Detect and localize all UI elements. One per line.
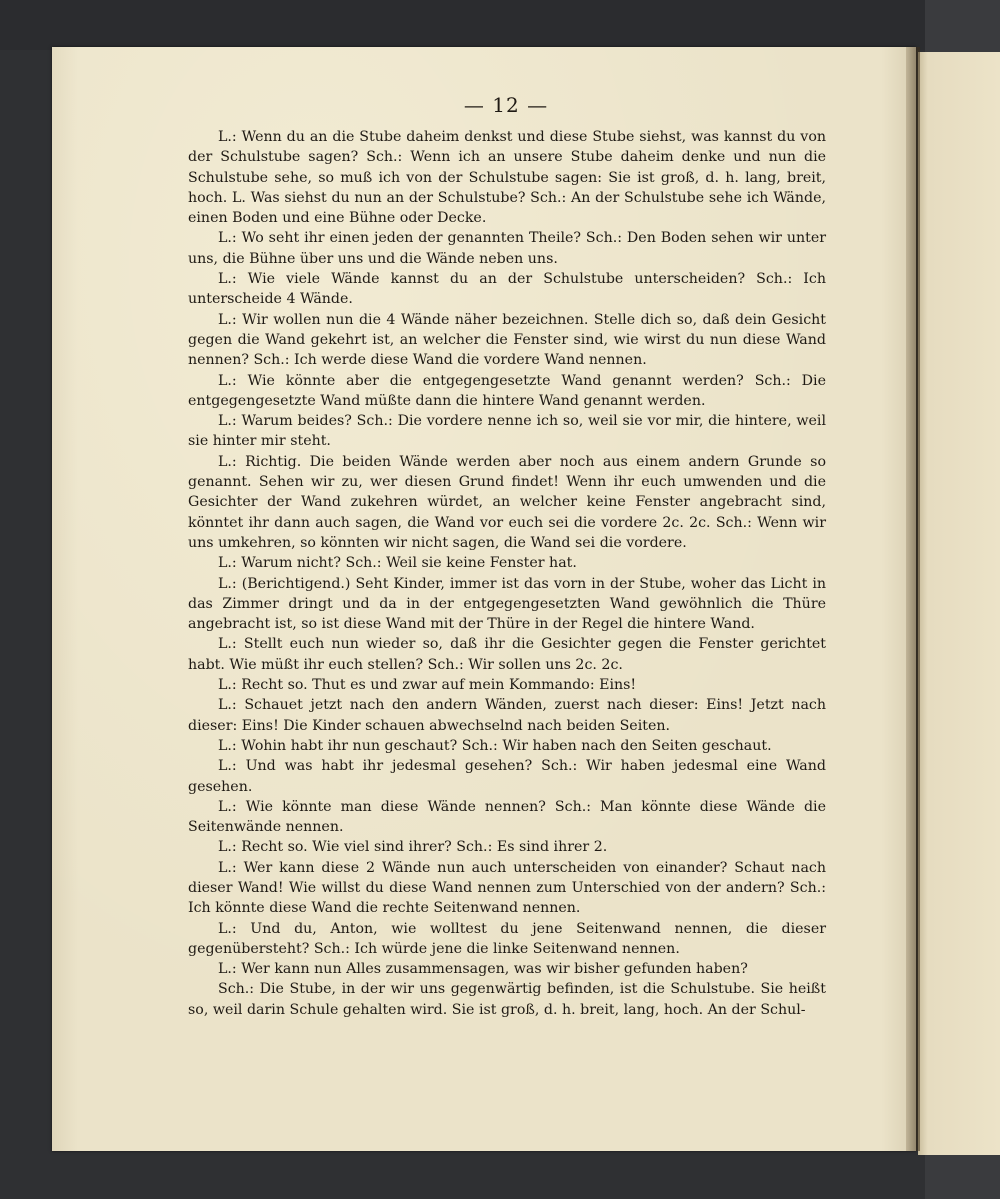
paragraph: L.: Wie könnte aber die entgegengesetzte Wand genannt werden? Sch.: Die entgegengesetzte Wand müßte dann die hintere Wand genannt werden.	[188, 372, 826, 409]
paragraph: L.: Wie viele Wände kannst du an der Schulstube unterscheiden? Sch.: Ich unterscheide 4 Wände.	[188, 271, 826, 308]
page-number: — 12 —	[463, 93, 549, 117]
paragraph: L.: Stellt euch nun wieder so, daß ihr die Gesichter gegen die Fenster gerichtet habt. Wie müßt ihr euch stellen? Sch.: Wir sollen uns 2c. 2c.	[188, 636, 826, 673]
paragraph: L.: Wohin habt ihr nun geschaut? Sch.: Wir haben nach den Seiten geschaut.	[218, 737, 772, 754]
paragraph: Sch.: Die Stube, in der wir uns gegenwärtig befinden, ist die Schulstube. Sie heißt so, weil darin Schule gehalten wird. Sie ist groß, d. h. breit, lang, hoch. An der Schul-	[188, 981, 826, 1018]
paragraph: L.: (Berichtigend.) Seht Kinder, immer ist das vorn in der Stube, woher das Licht in das Zimmer dringt und da in der entgegengesetzten Wand gewöhnlich die Thüre angebracht ist, so ist diese Wand mit der Thüre in der Regel die hintere Wand.	[188, 575, 826, 633]
paragraph: L.: Schauet jetzt nach den andern Wänden, zuerst nach dieser: Eins! Jetzt nach dieser: Eins! Die Kinder schauen abwechselnd nach beiden Seiten.	[188, 697, 826, 734]
paragraph: L.: Recht so. Thut es und zwar auf mein Kommando: Eins!	[218, 677, 637, 694]
paragraph: L.: Wo seht ihr einen jeden der genannten Theile? Sch.: Den Boden sehen wir unter uns, die Bühne über uns und die Wände neben uns.	[188, 230, 826, 267]
paragraph: L.: Und du, Anton, wie wolltest du jene Seitenwand nennen, die dieser gegenübersteht? Sch.: Ich würde jene die linke Seitenwand nennen.	[188, 920, 826, 957]
page-gutter-shadow	[906, 47, 920, 1151]
paragraph: L.: Wenn du an die Stube daheim denkst und diese Stube siehst, was kannst du von der Schulstube sagen? Sch.: Wenn ich an unsere Stube daheim denke und nun die Schulstube sehe, so muß ich von der Schulstube sagen: Sie ist groß, d. h. lang, breit, hoch. L. Was siehst du nun an der Schulstube? Sch.: An der Schulstube sehe ich Wände, einen Boden und eine Bühne oder Decke.	[188, 129, 826, 227]
scan-background-top	[0, 0, 1000, 50]
page-body-text	[188, 127, 826, 1020]
paragraph: L.: Und was habt ihr jedesmal gesehen? Sch.: Wir haben jedesmal eine Wand gesehen.	[188, 758, 826, 795]
paragraph: L.: Wer kann nun Alles zusammensagen, was wir bisher gefunden haben?	[218, 961, 748, 978]
paragraph: L.: Warum nicht? Sch.: Weil sie keine Fenster hat.	[218, 555, 577, 572]
paragraph: L.: Richtig. Die beiden Wände werden aber noch aus einem andern Grunde so genannt. Sehen wir zu, wer diesen Grund findet! Wenn ihr euch umwenden und die Gesichter der Wand zukehren würdet, an welcher keine Fenster angebracht sind, könntet ihr dann auch sagen, die Wand vor euch sei die vordere 2c. 2c. Sch.: Wenn wir uns umkehren, so könnten wir nicht sagen, die Wand sei die vordere.	[188, 453, 826, 551]
paragraph: L.: Wie könnte man diese Wände nennen? Sch.: Man könnte diese Wände die Seitenwände nennen.	[188, 798, 826, 836]
paragraph: L.: Wir wollen nun die 4 Wände näher bezeichnen. Stelle dich so, daß dein Gesicht gegen die Wand gekehrt ist, an welcher die Fenster sind, wie wirst du nun diese Wand nennen? Sch.: Ich werde diese Wand die vordere Wand nennen.	[188, 311, 826, 369]
adjacent-page-edge	[918, 52, 1000, 1155]
paragraph: L.: Recht so. Wie viel sind ihrer? Sch.: Es sind ihrer 2.	[218, 839, 608, 856]
paragraph: L.: Wer kann diese 2 Wände nun auch unterscheiden von einander? Schaut nach dieser Wand! Wie willst du diese Wand nennen zum Unterschied von der andern? Sch.: Ich könnte diese Wand die rechte Seitenwand nennen.	[188, 859, 826, 917]
paragraph: L.: Warum beides? Sch.: Die vordere nenne ich so, weil sie vor mir, die hintere, weil sie hinter mir steht.	[188, 413, 826, 450]
